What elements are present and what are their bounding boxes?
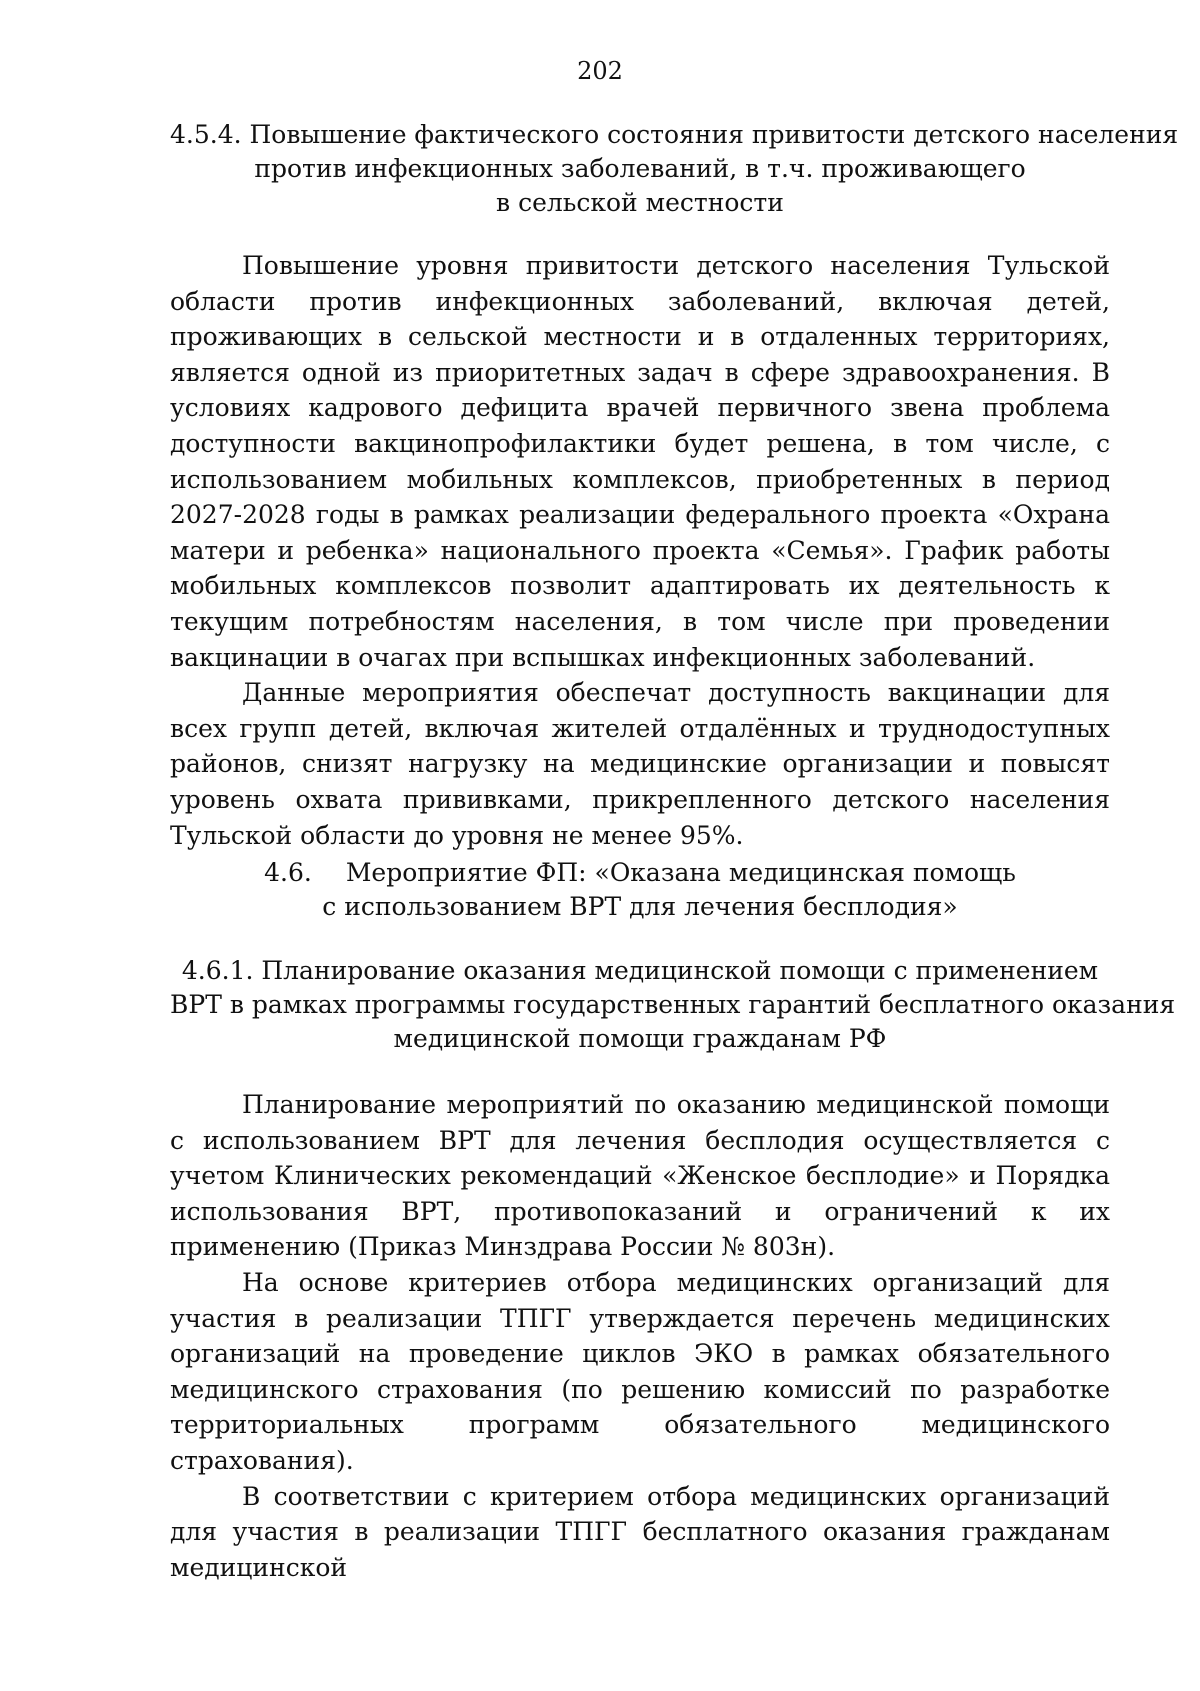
heading-line: против инфекционных заболеваний, в т.ч. проживающего [254,154,1026,183]
heading-line [170,856,1110,890]
section-4-5-4-body [170,248,1110,853]
section-number: 4.6. [264,858,312,887]
page-number: 202 [577,57,623,85]
section-4-6-1-body [170,1087,1110,1585]
heading-line: в сельской местности [496,188,784,217]
heading-line: медицинской помощи гражданам РФ [393,1024,887,1053]
section-4-6-1-heading [170,954,1176,1056]
section-4-6-heading [170,856,1110,924]
paragraph: На основе критериев отбора медицинских организаций для участия в реализации ТПГГ утверждается перечень медицинских организаций на проведение циклов ЭКО в рамках обязательного медицинского страхования (по решению комиссий по разработке территориальных программ обязательного медицинского страхования). [170,1267,1110,1475]
heading-line: 4.5.4. Повышение фактического состояния привитости детского населения [170,120,1179,149]
section-4-5-4-heading [170,118,1179,220]
paragraph: Планирование мероприятий по оказанию медицинской помощи с использованием ВРТ для лечения бесплодия осуществляется с учетом Клинических рекомендаций «Женское бесплодие» и Порядка использования ВРТ, противопоказаний и ограничений к их применению (Приказ Минздрава России № 803н). [170,1090,1110,1262]
heading-line: с использованием ВРТ для лечения бесплодия» [322,892,958,921]
paragraph: В соответствии с критерием отбора медицинских организаций для участия в реализации ТПГГ бесплатного оказания гражданам медицинской [170,1481,1110,1582]
paragraph: Данные мероприятия обеспечат доступность вакцинации для всех групп детей, включая жителей отдалённых и труднодоступных районов, снизят нагрузку на медицинские организации и повысят уровень охвата прививками, прикрепленного детского населения Тульской области до уровня не менее 95%. [170,678,1110,850]
heading-text: Мероприятие ФП: «Оказана медицинская помощь [345,858,1016,887]
paragraph: Повышение уровня привитости детского населения Тульской области против инфекционных заболеваний, включая детей, проживающих в сельской местности и в отдаленных территориях, является одной из приоритетных задач в сфере здравоохранения. В условиях кадрового дефицита врачей первичного звена проблема доступности вакцинопрофилактики будет решена, в том числе, с использованием мобильных комплексов, приобретенных в период 2027-2028 годы в рамках реализации федерального проекта «Охрана матери и ребенка» национального проекта «Семья». График работы мобильных комплексов позволит адаптировать их деятельность к текущим потребностям населения, в том числе при проведении вакцинации в очагах при вспышках инфекционных заболеваний. [170,251,1110,672]
heading-line: 4.6.1. Планирование оказания медицинской помощи с применением [181,956,1099,985]
heading-line: ВРТ в рамках программы государственных гарантий бесплатного оказания [170,990,1176,1019]
